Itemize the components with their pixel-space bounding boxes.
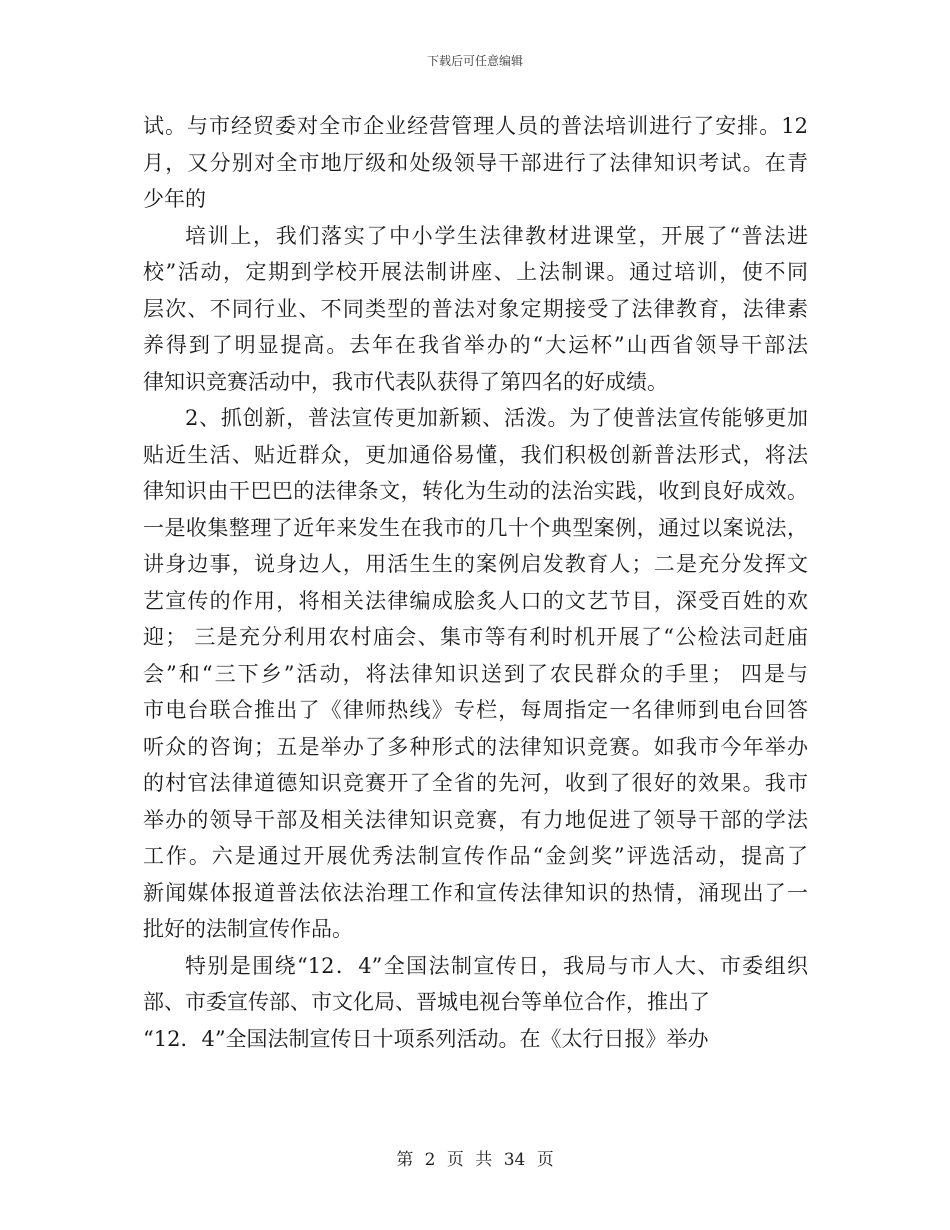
body-line: 听众的咨询；五是举办了多种形式的法律知识竞赛。如我市今年举办 xyxy=(143,734,808,759)
body-line: 举办的领导干部及相关法律知识竞赛，有力地促进了领导干部的学法 xyxy=(143,807,808,832)
page-footer: 第 2 页 共 34 页 xyxy=(396,1150,554,1170)
body-line: 讲身边事，说身边人，用活生生的案例启发教育人；二是充分发挥文 xyxy=(143,552,808,576)
body-line: 试。与市经贸委对全市企业经营管理人员的普法培训进行了安排。12 xyxy=(143,114,808,138)
body-line: 培训上，我们落实了中小学生法律教材进课堂，开展了“普法进 xyxy=(185,223,808,248)
body-line: 养得到了明显提高。去年在我省举办的“大运杯”山西省领导干部法 xyxy=(143,333,808,357)
body-line: 律知识竞赛活动中，我市代表队获得了第四名的好成绩。 xyxy=(143,369,668,394)
body-line: 律知识由干巴巴的法律条文，转化为生动的法治实践，收到良好成效。 xyxy=(143,479,808,503)
body-line: 的村官法律道德知识竞赛开了全省的先河，收到了很好的效果。我市 xyxy=(143,771,808,795)
body-line: 会”和“三下乡”活动，将法律知识送到了农民群众的手里； 四是与 xyxy=(143,661,808,686)
body-line: 2、抓创新，普法宣传更加新颖、活泼。为了使普法宣传能够更加 xyxy=(185,406,808,430)
body-line: 月，又分别对全市地厅级和处级领导干部进行了法律知识考试。在青 xyxy=(143,150,808,175)
page-header: 下载后可任意编辑 xyxy=(426,54,523,68)
body-line: 层次、不同行业、不同类型的普法对象定期接受了法律教育，法律素 xyxy=(143,296,808,321)
body-line: 贴近生活、贴近群众，更加通俗易懂，我们积极创新普法形式，将法 xyxy=(143,442,808,467)
body-line: 迎； 三是充分利用农村庙会、集市等有利时机开展了“公检法司赶庙 xyxy=(143,625,808,649)
body-line: 校”活动，定期到学校开展法制讲座、上法制课。通过培训，使不同 xyxy=(143,260,808,284)
body-line: 市电台联合推出了《律师热线》专栏，每周指定一名律师到电台回答 xyxy=(143,698,808,722)
body-line: 新闻媒体报道普法依法治理工作和宣传法律知识的热情，涌现出了一 xyxy=(143,880,808,905)
document-body xyxy=(143,108,808,1057)
body-line: 特别是围绕“12．4”全国法制宣传日，我局与市人大、市委组织 xyxy=(185,953,808,978)
body-line: 少年的 xyxy=(143,187,206,211)
body-line: 一是收集整理了近年来发生在我市的几十个典型案例，通过以案说法， xyxy=(143,515,808,540)
body-line: 部、市委宣传部、市文化局、晋城电视台等单位合作，推出了 xyxy=(143,990,710,1014)
body-line: 艺宣传的作用，将相关法律编成脍炙人口的文艺节目，深受百姓的欢 xyxy=(143,588,808,613)
body-line: 批好的法制宣传作品。 xyxy=(143,917,353,941)
body-line: 工作。六是通过开展优秀法制宣传作品“金剑奖”评选活动，提高了 xyxy=(143,844,808,868)
body-line: “12．4”全国法制宣传日十项系列活动。在《太行日报》举办 xyxy=(143,1026,709,1051)
